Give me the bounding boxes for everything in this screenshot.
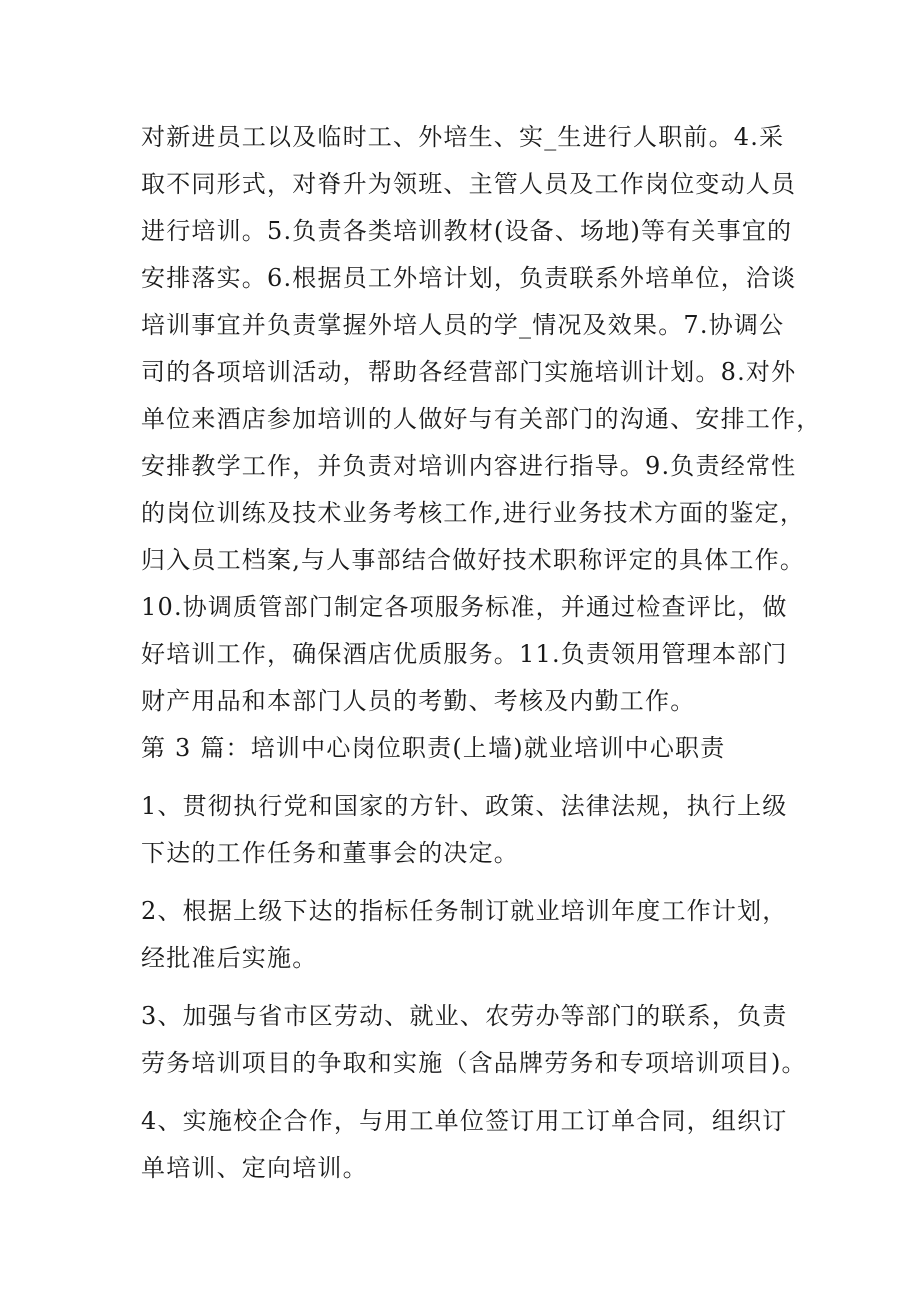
paragraph-spacing [141,877,791,888]
duty-item [141,1098,791,1192]
text-line: 对新进员工以及临时工、外培生、实_生进行人职前。4.采 [141,123,785,151]
text-line: 劳务培训项目的争取和实施（含品牌劳务和专项培训项目)。 [141,1049,807,1077]
text-line: 1、贯彻执行党和国家的方针、政策、法律法规，执行上级 [141,792,788,820]
document-body [141,114,822,1192]
text-line: 的岗位训练及技术业务考核工作,进行业务技术方面的鉴定， [141,499,806,527]
paragraph-continuation [141,114,822,725]
text-line: 进行培训。5.负责各类培训教材(设备、场地)等有关事宜的 [141,217,793,245]
text-line: 3、加强与省市区劳动、就业、农劳办等部门的联系，负责 [141,1002,788,1030]
section-heading: 第 3 篇：培训中心岗位职责(上墙)就业培训中心职责 [141,734,726,762]
text-line: 好培训工作，确保酒店优质服务。11.负责领用管理本部门 [141,640,788,668]
duty-item [141,888,791,982]
text-line: 经批准后实施。 [141,944,318,972]
duty-item [141,993,807,1087]
text-line: 培训事宜并负责掌握外培人员的学_情况及效果。7.协调公 [141,311,785,339]
paragraph-spacing [141,982,791,993]
text-line: 4、实施校企合作，与用工单位签订用工订单合同，组织订 [141,1107,788,1135]
text-line: 下达的工作任务和董事会的决定。 [141,839,519,867]
paragraph-spacing [141,772,791,783]
text-line: 司的各项培训活动，帮助各经营部门实施培训计划。8.对外 [141,358,797,386]
text-line: 财产用品和本部门人员的考勤、考核及内勤工作。 [141,687,696,715]
text-line: 归入员工档案,与人事部结合做好技术职称评定的具体工作。 [141,546,806,574]
paragraph-spacing [141,1087,791,1098]
text-line: 单位来酒店参加培训的人做好与有关部门的沟通、安排工作， [141,405,822,433]
text-line: 10.协调质管部门制定各项服务标准，并通过检查评比，做 [141,593,788,621]
text-line: 单培训、定向培训。 [141,1154,368,1182]
text-line: 取不同形式，对脊升为领班、主管人员及工作岗位变动人员 [141,170,797,198]
duty-item [141,783,791,877]
text-line: 安排落实。6.根据员工外培计划，负责联系外培单位，洽谈 [141,264,797,292]
text-line: 安排教学工作，并负责对培训内容进行指导。9.负责经常性 [141,452,797,480]
text-line: 2、根据上级下达的指标任务制订就业培训年度工作计划， [141,897,788,925]
